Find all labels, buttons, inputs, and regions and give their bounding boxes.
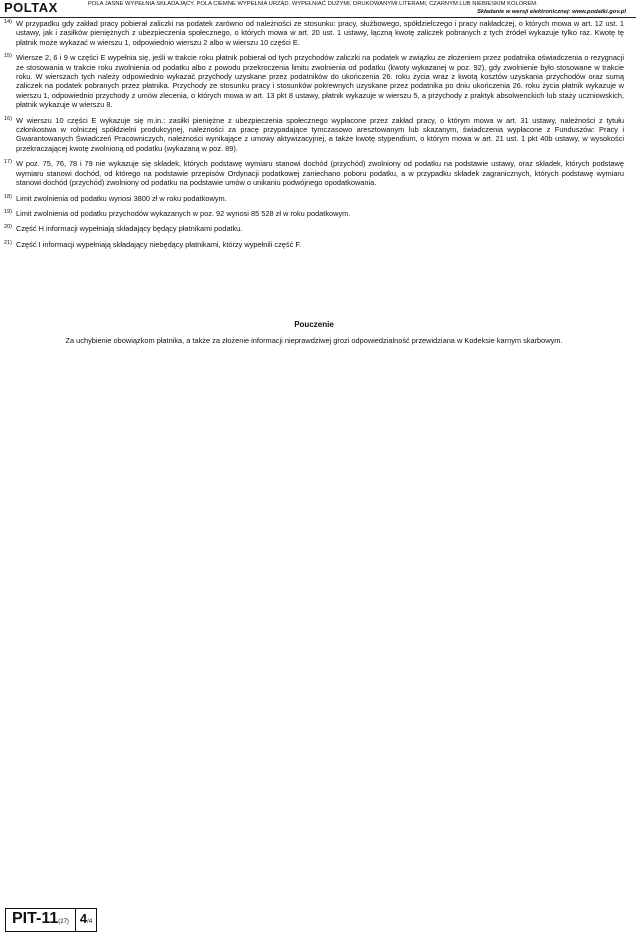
footnote-text: W przypadku gdy zakład pracy pobierał zaliczki na podatek zarówno od należności ze stosunku: pracy, służbowego, spółdzielczego i pracy nakładczej, o których mowa w art. 12 ust. 1 ustawy, jak i zasiłków pieniężnych z ubezpieczenia społecznego, o których mowa w art. 20 ust. 1 ustawy, łączną kwotę zaliczek pobranych z tych źródeł wykazuje tylko raz. Kwotę tę płatnik może wykazać w wierszu 1, odpowiednio wierszu 2 albo w wierszu 10 części E. (16, 19, 624, 47)
footnote-20 (4, 224, 624, 233)
electronic-submission-note: Składanie w wersji elektronicznej: www.podatki.gov.pl (477, 9, 626, 15)
footnote-14 (4, 19, 624, 47)
footnote-text: W poz. 75, 76, 78 i 79 nie wykazuje się składek, których podstawę wymiaru stanowi dochód (przychód) zwolniony od podatku na podstawie ustawy, oraz składek, których podstawę wymiaru stanowi dochód, od którego na podstawie przepisów Ordynacji podatkowej zaniechano poboru podatku, a w przypadku składek zagranicznych, których podstawę wymiaru stanowi dochód (przychód) zwolniony od podatku na podstawie umów o unikaniu podwójnego opodatkowania. (16, 159, 624, 188)
legal-notice-title: Pouczenie (294, 320, 334, 329)
footnote-number: 18) (4, 193, 12, 200)
footnote-text: Część I informacji wypełniają składający niebędący płatnikami, którzy wypełnili część F. (16, 239, 302, 249)
footnote-text: Wiersze 2, 6 i 9 w części E wypełnia się, jeśli w trakcie roku płatnik pobierał od tych przychodów zaliczki na podatek w związku ze złożeniem przez podatnika oświadczenia o rezygnacji ze stosowania w trakcie roku zwolnienia od podatku albo z powodu przekroczenia limitu zwolnienia od podatku (kwoty wykazanej w poz. 92), gdy zwolnienie było stosowane w trakcie roku. W wierszach tych należy odpowiednio wykazać przychody uzyskane przez podatników do ukończenia 26. roku życia wraz z kwotą kosztów uzyskania przychodów oraz sumą zaliczek na podatek pobranych przez płatnika. Przychody ze stosunku pracy i stosunków pokrewnych uzyskane przez podatnika po dniu ukończenia 26. roku życia płatnik wykazuje w wierszu 1, odpowiednio przychody z umów zlecenia, o których mowa w art. 13 pkt 8 ustawy, płatnik wykazuje w wierszu 5, a przychody z praktyk absolwenckich lub staży uczniowskich, płatnik wykazuje w wierszu 8. (16, 53, 624, 110)
header-divider (0, 17, 636, 18)
footnote-text: Limit zwolnienia od podatku przychodów wykazanych w poz. 92 wynosi 85 528 zł w roku podatkowym. (16, 208, 351, 218)
fill-instructions: POLA JASNE WYPEŁNIA SKŁADAJĄCY. POLA CIEMNE WYPEŁNIA URZĄD. WYPEŁNIAĆ DUŻYMI, DRUKOWANYMI LITERAMI, CZARNYM LUB NIEBIESKIM KOLOREM. (88, 1, 538, 7)
footnote-number: 21) (4, 239, 12, 246)
footnote-16 (4, 116, 624, 154)
footnote-text: Limit zwolnienia od podatku wynosi 3800 zł w roku podatkowym. (16, 193, 227, 203)
footnote-18 (4, 194, 624, 203)
legal-notice-text: Za uchybienie obowiązkom płatnika, a także za złożenie informacji nieprawdziwej grozi odpowiedzialność przewidziana w Kodeksie karnym skarbowym. (65, 336, 563, 345)
footnote-number: 19) (4, 208, 12, 215)
footnote-15 (4, 53, 624, 109)
form-identifier (6, 909, 76, 931)
legal-notice (4, 320, 624, 345)
footnote-17 (4, 159, 624, 187)
form-code: PIT-11 (12, 910, 59, 927)
footnote-text: Część H informacji wypełniają składający będący płatnikami podatku. (16, 224, 243, 234)
form-version: (27) (58, 919, 69, 925)
page-header (0, 0, 636, 16)
footnotes-list (4, 19, 624, 255)
footnote-number: 20) (4, 224, 12, 231)
current-page: 4 (79, 911, 88, 926)
footnote-21 (4, 240, 624, 249)
total-pages: /4 (87, 919, 93, 925)
footnote-number: 17) (4, 159, 12, 166)
footnote-number: 16) (4, 115, 12, 122)
footnote-text: W wierszu 10 części E wykazuje się m.in.: zasiłki pieniężne z ubezpieczenia społecznego wypłacone przez zakład pracy, o którym mowa w art. 31 ustawy, należności z tytułu członkostwa w rolniczej spółdzielni produkcyjnej, należności za pracę przypadające tymczasowo aresztowanym lub skazanym, świadczenia wypłacone z Funduszów: Pracy i Gwarantowanych Świadczeń Pracowniczych, należności wynikające z umowy aktywizacyjnej, a także kwotę stypendium, o którym mowa w art. 21 ust. 1 pkt 40b ustawy, w wysokości przekraczającej kwotę zwolnioną od podatku (wykazaną w poz. 89). (16, 115, 624, 153)
poltax-logo: POLTAX (4, 0, 58, 15)
form-footer (5, 908, 97, 932)
footnote-number: 15) (4, 53, 12, 60)
footnote-19 (4, 209, 624, 218)
footnote-number: 14) (4, 19, 12, 25)
page-number (76, 909, 96, 931)
